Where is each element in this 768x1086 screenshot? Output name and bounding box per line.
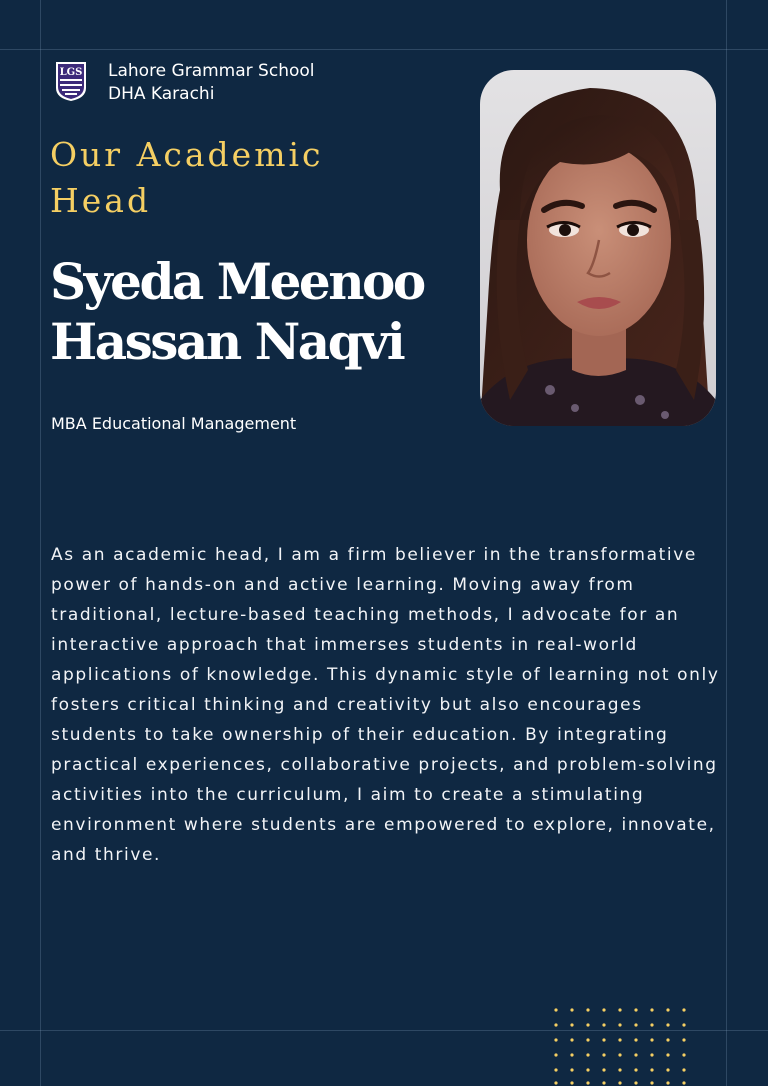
section-title (50, 132, 470, 224)
person-name (50, 252, 480, 372)
logo-lettering: LGS (59, 67, 83, 78)
person-name-line-1: Syeda Meenoo (50, 252, 424, 311)
bio-paragraph: As an academic head, I am a firm believer in the transformative power of hands-on and active learning. Moving away from traditional, lecture-based teaching methods, I advocate for an interactive approach that immerses students in real-world applications of knowledge. This dynamic style of learning not only fosters critical thinking and creativity but also encourages students to take ownership of their education. By integrating practical experiences, collaborative projects, and problem-solving activities into the curriculum, I aim to create a stimulating environment where students are empowered to explore, innovate, and thrive. (51, 545, 720, 865)
guide-line-left (40, 0, 41, 1086)
portrait-photo (480, 70, 716, 426)
school-info (108, 60, 315, 106)
guide-line-top (0, 49, 768, 50)
decorative-dot-grid (552, 1006, 702, 1086)
school-campus: DHA Karachi (108, 84, 215, 104)
school-logo (54, 60, 88, 102)
school-name: Lahore Grammar School (108, 61, 315, 81)
qualification: MBA Educational Management (51, 414, 297, 433)
section-title-line-1: Our Academic (50, 135, 324, 174)
section-title-line-2: Head (50, 181, 152, 220)
person-name-line-2: Hassan Naqvi (50, 312, 404, 371)
